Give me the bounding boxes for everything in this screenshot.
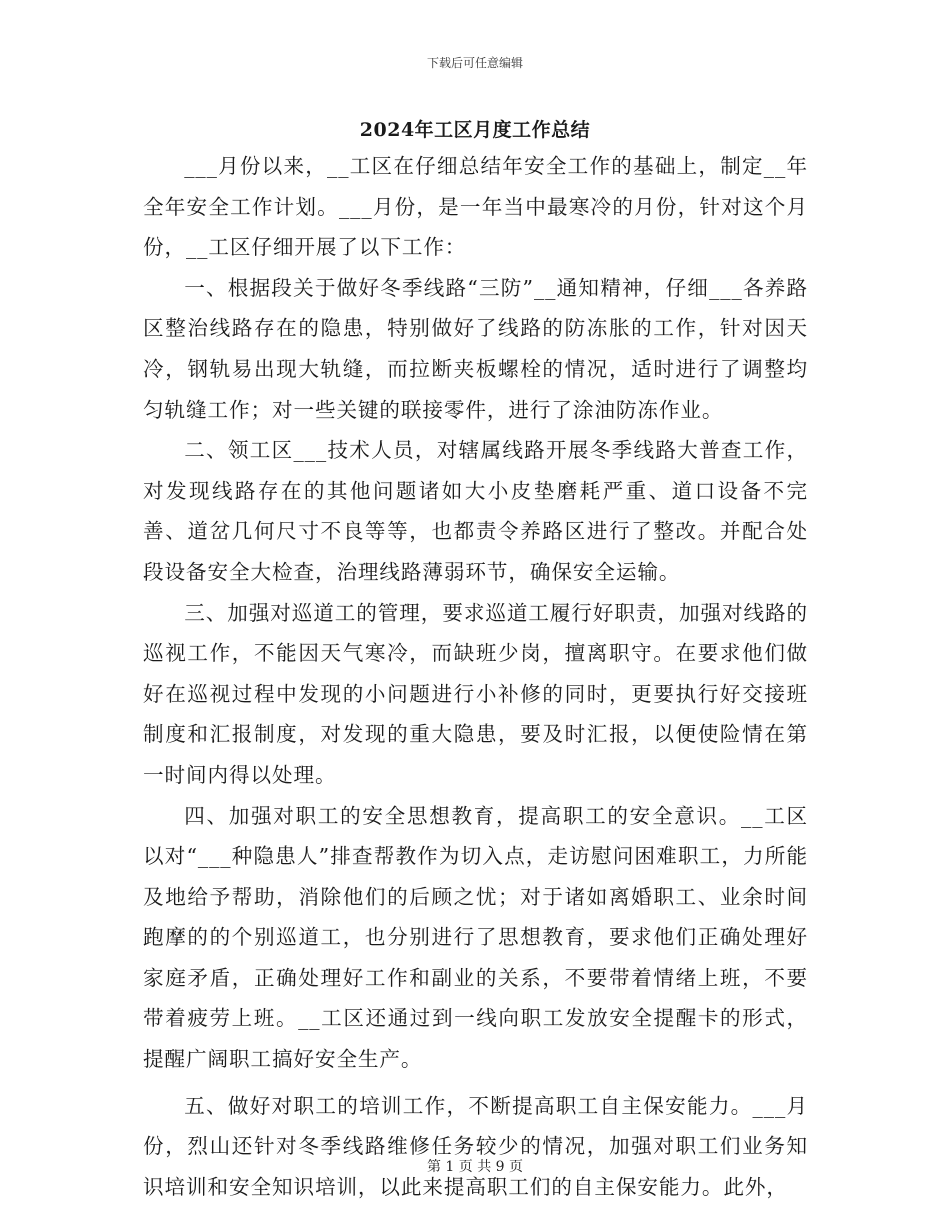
paragraph-item-1: 一、根据段关于做好冬季线路“三防”__通知精神，仔细___各养路区整治线路存在的隐患，特别做好了线路的防冻胀的工作，针对因天冷，钢轨易出现大轨缝，而拉断夹板螺栓的情况，适时进行了调整均匀轨缝工作；对一些关键的联接零件，进行了涂油防冻作业。 [143, 275, 808, 422]
document-title: 2024年工区月度工作总结 [359, 119, 591, 141]
document-body [143, 146, 808, 1207]
paragraph-item-4: 四、加强对职工的安全思想教育，提高职工的安全意识。__工区以对“___种隐患人”排查帮教作为切入点，走访慰问困难职工，力所能及地给予帮助，消除他们的后顾之忧；对于诸如离婚职工、业余时间跑摩的的个别巡道工，也分别进行了思想教育，要求他们正确处理好家庭矛盾，正确处理好工作和副业的关系，不要带着情绪上班，不要带着疲劳上班。__工区还通过到一线向职工发放安全提醒卡的形式，提醒广阔职工搞好安全生产。 [143, 803, 808, 1072]
paragraph-item-3: 三、加强对巡道工的管理，要求巡道工履行好职责，加强对线路的巡视工作，不能因天气寒冷，而缺班少岗，擅离职守。在要求他们做好在巡视过程中发现的小问题进行小补修的同时，更要执行好交接班制度和汇报制度，对发现的重大隐患，要及时汇报，以便使险情在第一时间内得以处理。 [143, 600, 808, 787]
paragraph-intro: ___月份以来，__工区在仔细总结年安全工作的基础上，制定__年全年安全工作计划。___月份，是一年当中最寒冷的月份，针对这个月份，__工区仔细开展了以下工作： [143, 154, 808, 260]
page-header-note: 下载后可任意编辑 [426, 56, 523, 70]
page-number-footer: 第 1 页 共 9 页 [426, 1159, 524, 1175]
paragraph-item-5: 五、做好对职工的培训工作，不断提高职工自主保安能力。___月份，烈山还针对冬季线路维修任务较少的情况，加强对职工们业务知识培训和安全知识培训，以此来提高职工们的自主保安能力。此外， [143, 1093, 808, 1199]
paragraph-item-2: 二、领工区___技术人员，对辖属线路开展冬季线路大普查工作，对发现线路存在的其他问题诸如大小皮垫磨耗严重、道口设备不完善、道岔几何尺寸不良等等，也都责令养路区进行了整改。并配合处段设备安全大检查，治理线路薄弱环节，确保安全运输。 [143, 438, 808, 584]
